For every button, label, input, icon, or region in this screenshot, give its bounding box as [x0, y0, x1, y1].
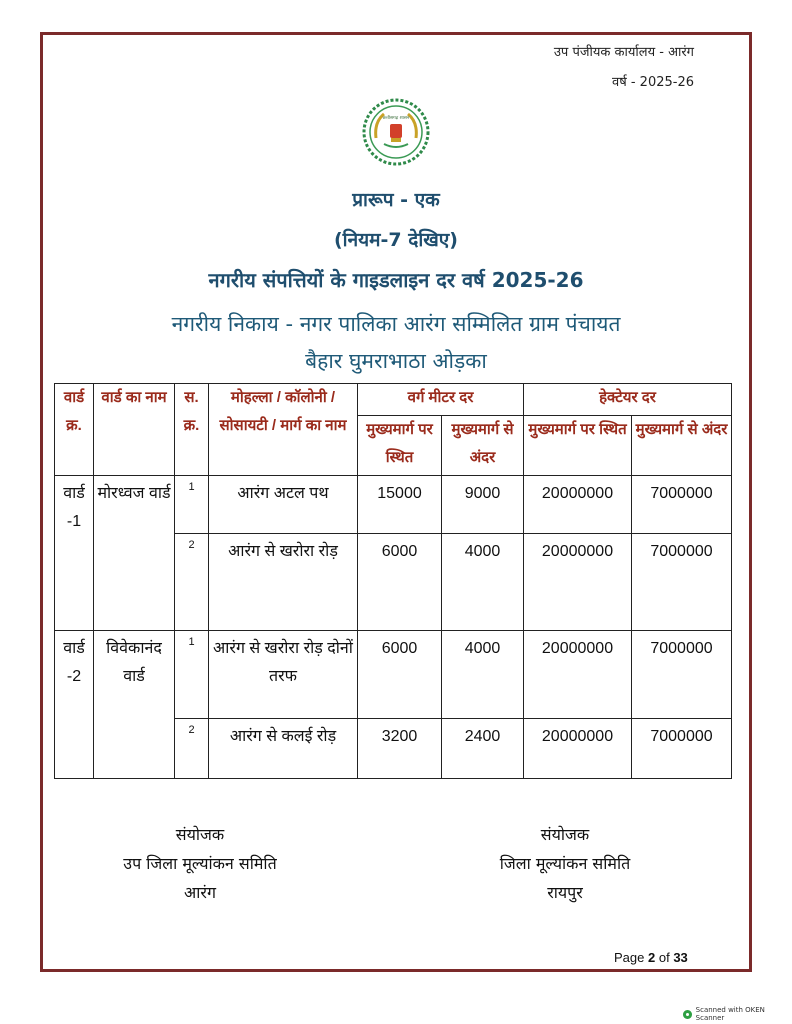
header-sqm-inside: मुख्यमार्ग से अंदर [442, 416, 524, 476]
sqm-on-main: 15000 [358, 476, 442, 534]
signature-left-place: आरंग [184, 883, 216, 902]
signature-right-committee: जिला मूल्यांकन समिति [499, 854, 631, 873]
ha-inside: 7000000 [632, 631, 732, 719]
ha-inside: 7000000 [632, 534, 732, 631]
serial-no: 2 [175, 719, 209, 779]
scanner-text: Scanned with OKEN Scanner [695, 1006, 765, 1022]
ha-on-main: 20000000 [524, 631, 632, 719]
table-row [55, 476, 732, 534]
signature-left [80, 820, 320, 907]
signature-left-role: संयोजक [175, 825, 225, 844]
ha-on-main: 20000000 [524, 476, 632, 534]
office-name: उप पंजीयक कार्यालय - आरंग [553, 45, 694, 60]
page-number [614, 950, 688, 965]
chhattisgarh-emblem-icon [362, 98, 430, 166]
sqm-inside: 4000 [442, 631, 524, 719]
serial-no: 2 [175, 534, 209, 631]
sqm-inside: 4000 [442, 534, 524, 631]
ward-no: वार्ड -1 [55, 476, 94, 631]
page-total: 33 [673, 950, 688, 965]
header-locality: मोहल्ला / कॉलोनी / सोसायटी / मार्ग का नाम [209, 384, 358, 476]
header-ha-on-main: मुख्यमार्ग पर स्थित [524, 416, 632, 476]
sqm-on-main: 3200 [358, 719, 442, 779]
ha-inside: 7000000 [632, 476, 732, 534]
locality-name: आरंग से कलई रोड़ [209, 719, 358, 779]
ha-on-main: 20000000 [524, 719, 632, 779]
locality-name: आरंग अटल पथ [209, 476, 358, 534]
rule-reference: (नियम-7 देखिए) [334, 229, 458, 251]
signature-right-role: संयोजक [540, 825, 590, 844]
body-line-1: नगरीय निकाय - नगर पालिका आरंग सम्मिलित ग्राम पंचायत [171, 312, 621, 336]
sqm-on-main: 6000 [358, 631, 442, 719]
sqm-on-main: 6000 [358, 534, 442, 631]
form-title: प्रारूप - एक [352, 189, 440, 211]
header-serial: स. क्र. [175, 384, 209, 476]
document-year: वर्ष - 2025-26 [611, 75, 694, 90]
header-hectare-rate: हेक्टेयर दर [524, 384, 732, 416]
page-current: 2 [648, 950, 656, 965]
guideline-rate-table [54, 383, 732, 779]
sqm-inside: 9000 [442, 476, 524, 534]
serial-no: 1 [175, 631, 209, 719]
header-sqm-rate: वर्ग मीटर दर [358, 384, 524, 416]
scanner-watermark [683, 1006, 792, 1022]
sqm-inside: 2400 [442, 719, 524, 779]
body-line-2: बैहार घुमराभाठा ओड़का [305, 349, 487, 373]
ward-name: मोरध्वज वार्ड [94, 476, 175, 631]
ward-no: वार्ड -2 [55, 631, 94, 779]
scanner-logo-icon [683, 1010, 692, 1019]
page-prefix: Page [614, 950, 645, 965]
locality-name: आरंग से खरोरा रोड़ [209, 534, 358, 631]
header-ward-name: वार्ड का नाम [94, 384, 175, 476]
table-row [55, 631, 732, 719]
signature-right-place: रायपुर [547, 883, 583, 902]
locality-name: आरंग से खरोरा रोड़ दोनों तरफ [209, 631, 358, 719]
signature-left-committee: उप जिला मूल्यांकन समिति [123, 854, 277, 873]
header-sqm-on-main: मुख्यमार्ग पर स्थित [358, 416, 442, 476]
header-ward-no: वार्ड क्र. [55, 384, 94, 476]
page-title: नगरीय संपत्तियों के गाइडलाइन दर वर्ष 2025-26 [208, 268, 584, 292]
ha-inside: 7000000 [632, 719, 732, 779]
signature-right [460, 820, 670, 907]
serial-no: 1 [175, 476, 209, 534]
ward-name: विवेकानंद वार्ड [94, 631, 175, 779]
emblem-caption: छत्तीसगढ़ शासन [382, 116, 410, 121]
page-of: of [658, 950, 670, 965]
ha-on-main: 20000000 [524, 534, 632, 631]
header-ha-inside: मुख्यमार्ग से अंदर [632, 416, 732, 476]
